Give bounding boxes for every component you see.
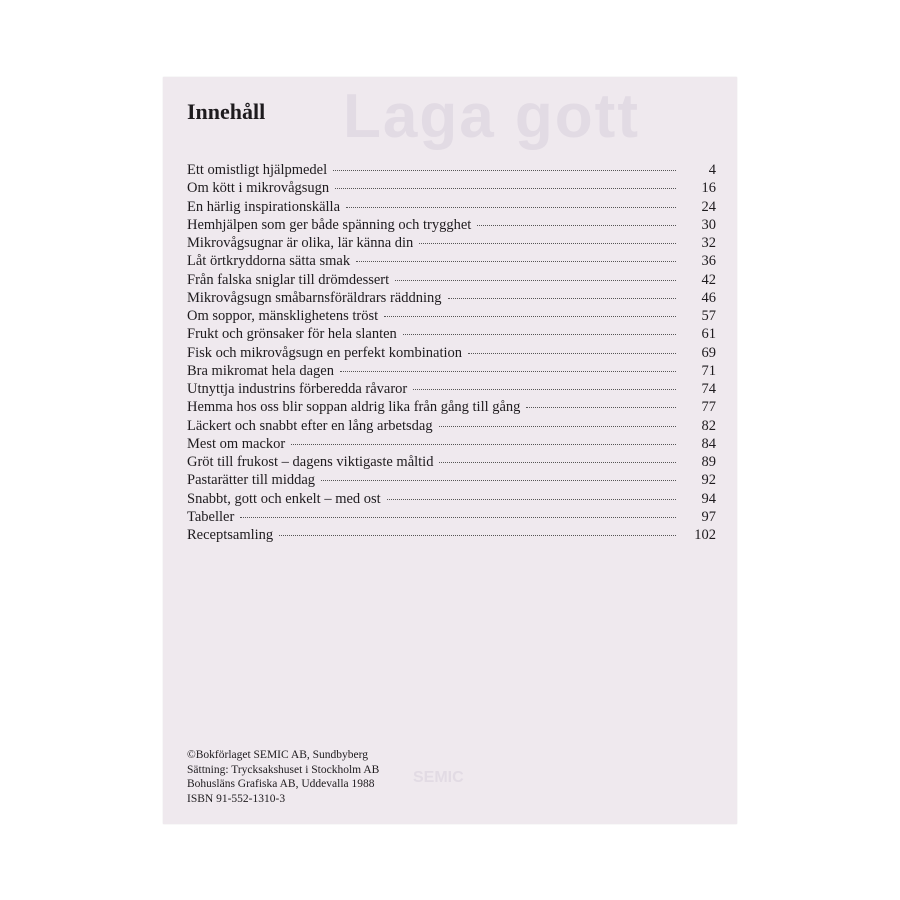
toc-entry: [187, 271, 716, 289]
page-title: Innehåll: [187, 99, 266, 124]
toc-entry-title: Receptsamling: [187, 527, 274, 543]
toc-entry: [187, 362, 716, 380]
toc-entry-title: Hemhjälpen som ger både spänning och trygghet: [187, 216, 472, 233]
toc-entry-page-number: 77: [701, 399, 716, 416]
toc-dot-leader: [468, 353, 676, 354]
toc-entry: [187, 179, 716, 197]
toc-entry: [187, 344, 716, 362]
toc-entry-page-number: 82: [701, 417, 716, 434]
toc-entry-title: Hemma hos oss blir soppan aldrig lika från gång till gång: [187, 399, 521, 416]
toc-entry-title: En härlig inspirationskälla: [187, 198, 341, 215]
toc-entry: [187, 435, 716, 453]
toc-dot-leader: [439, 462, 676, 463]
toc-entry-title: Frukt och grönsaker för hela slanten: [187, 326, 397, 343]
imprint-block: [187, 748, 379, 806]
toc-entry: [187, 216, 716, 234]
toc-dot-leader: [403, 334, 676, 335]
toc-dot-leader: [526, 407, 676, 408]
toc-dot-leader: [387, 499, 676, 500]
show-through-cover-title: Laga gott: [343, 82, 640, 151]
toc-dot-leader: [335, 188, 676, 189]
toc-dot-leader: [448, 298, 677, 299]
toc-entry-page-number: 36: [701, 253, 716, 270]
toc-dot-leader: [240, 517, 676, 518]
toc-entry-title: Pastarätter till middag: [187, 472, 316, 489]
toc-entry-page-number: 74: [701, 381, 716, 397]
toc-entry-page-number: 92: [701, 472, 716, 489]
toc-entry: [187, 526, 716, 544]
toc-entry-page-number: 30: [701, 216, 716, 233]
toc-dot-leader: [439, 426, 676, 427]
toc-entry: [187, 398, 716, 416]
toc-entry-page-number: 94: [701, 490, 716, 507]
toc-entry-title: Gröt till frukost – dagens viktigaste måltid: [187, 454, 434, 470]
toc-dot-leader: [291, 444, 676, 445]
toc-entry-title: Utnyttja industrins förberedda råvaror: [187, 381, 408, 397]
toc-entry: [187, 252, 716, 270]
table-of-contents: [187, 161, 716, 544]
toc-dot-leader: [346, 207, 676, 208]
imprint-line: Sättning: Trycksakshuset i Stockholm AB: [187, 763, 380, 776]
toc-entry: [187, 161, 716, 179]
toc-entry-page-number: 4: [708, 162, 716, 178]
imprint-line: ©Bokförlaget SEMIC AB, Sundbyberg: [187, 749, 369, 761]
toc-entry-page-number: 24: [701, 198, 716, 215]
toc-entry-title: Mest om mackor: [187, 435, 286, 452]
toc-entry-title: Ett omistligt hjälpmedel: [187, 162, 328, 178]
toc-entry: [187, 453, 716, 471]
toc-entry: [187, 471, 716, 489]
toc-entry-title: Om kött i mikrovågsugn: [187, 180, 330, 197]
toc-entry-page-number: 89: [701, 454, 716, 470]
toc-entry: [187, 198, 716, 216]
toc-entry-title: Om soppor, mänsklighetens tröst: [187, 308, 379, 324]
toc-entry-title: Mikrovågsugnar är olika, lär känna din: [187, 235, 414, 251]
show-through-publisher-mark: SEMIC: [413, 769, 464, 786]
toc-dot-leader: [395, 280, 676, 281]
toc-entry-title: Fisk och mikrovågsugn en perfekt kombination: [187, 344, 463, 361]
toc-dot-leader: [477, 225, 676, 226]
toc-entry: [187, 234, 716, 252]
toc-entry: [187, 380, 716, 398]
toc-dot-leader: [413, 389, 676, 390]
toc-entry: [187, 289, 716, 307]
toc-entry-page-number: 32: [701, 235, 716, 251]
toc-entry-page-number: 97: [701, 508, 716, 525]
toc-entry: [187, 325, 716, 343]
imprint-line: ISBN 91-552-1310-3: [187, 792, 286, 805]
toc-entry-page-number: 69: [701, 344, 716, 361]
toc-entry: [187, 417, 716, 435]
toc-dot-leader: [419, 243, 676, 244]
toc-entry-title: Mikrovågsugn småbarnsföräldrars räddning: [187, 289, 442, 306]
toc-entry-page-number: 84: [701, 435, 716, 452]
toc-entry-page-number: 46: [701, 289, 716, 306]
toc-entry-page-number: 102: [694, 527, 716, 543]
toc-entry-title: Läckert och snabbt efter en lång arbetsdag: [187, 417, 433, 434]
toc-dot-leader: [333, 170, 676, 171]
toc-entry-title: Tabeller: [187, 508, 235, 525]
book-page: [163, 77, 737, 824]
toc-dot-leader: [279, 535, 676, 536]
toc-entry-title: Låt örtkryddorna sätta smak: [187, 253, 351, 270]
toc-entry-page-number: 42: [701, 271, 716, 288]
toc-dot-leader: [321, 480, 676, 481]
toc-entry: [187, 490, 716, 508]
toc-entry-title: Bra mikromat hela dagen: [187, 362, 334, 379]
toc-entry-page-number: 61: [701, 326, 716, 343]
toc-entry-page-number: 71: [701, 362, 716, 379]
toc-entry-page-number: 57: [701, 308, 716, 324]
toc-dot-leader: [384, 316, 676, 317]
toc-entry-page-number: 16: [701, 180, 716, 197]
toc-entry: [187, 307, 716, 325]
toc-dot-leader: [356, 261, 676, 262]
toc-entry-title: Snabbt, gott och enkelt – med ost: [187, 490, 381, 507]
toc-dot-leader: [340, 371, 676, 372]
toc-entry: [187, 508, 716, 526]
toc-entry-title: Från falska sniglar till drömdessert: [187, 271, 390, 288]
imprint-line: Bohusläns Grafiska AB, Uddevalla 1988: [187, 778, 375, 790]
